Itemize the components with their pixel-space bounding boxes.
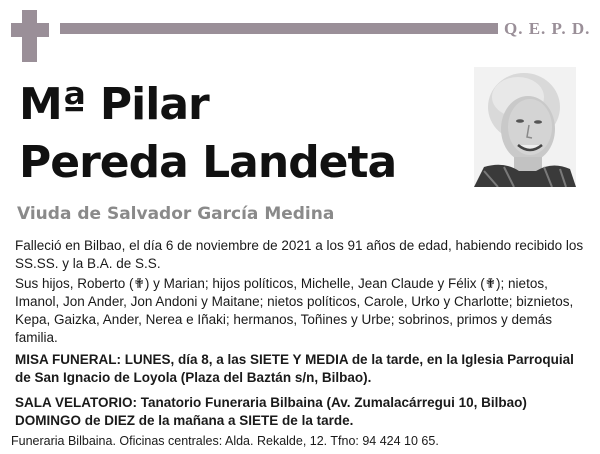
deceased-name-line1: Mª Pilar [19, 79, 209, 130]
cross-icon [11, 10, 49, 62]
wake-room-paragraph: SALA VELATORIO: Tanatorio Funeraria Bilbaina (Av. Zumalacárregui 10, Bilbao) DOMINGO de DIEZ de la mañana a SIETE de la tarde. [15, 395, 527, 428]
family-paragraph: Sus hijos, Roberto (✟) y Marian; hijos políticos, Michelle, Jean Claude y Félix (✟); nietos, Imanol, Jon Ander, Jon Andoni y Maitane; nietos políticos, Carole, Urko y Charlotte; biznietos, Kepa, Gaizka, Ander, Nerea e Iñaki; hermanos, Toñines y Urbe; sobrinos, primos y demás familia. [15, 276, 574, 345]
deceased-name-line2: Pereda Landeta [19, 137, 397, 188]
funeral-home-footer: Funeraria Bilbaina. Oficinas centrales: Alda. Rekalde, 12. Tfno: 94 424 10 65. [11, 434, 439, 448]
header-rule [60, 23, 498, 34]
widow-of-subtitle: Viuda de Salvador García Medina [17, 204, 335, 224]
qepd-label: Q. E. P. D. [504, 19, 591, 38]
funeral-mass-paragraph: MISA FUNERAL: LUNES, día 8, a las SIETE Y MEDIA de la tarde, en la Iglesia Parroquial de San Ignacio de Loyola (Plaza del Baztán s/n, Bilbao). [15, 352, 574, 385]
death-notice-paragraph: Falleció en Bilbao, el día 6 de noviembre de 2021 a los 91 años de edad, habiendo recibido los SS.SS. y la B.A. de S.S. [15, 238, 584, 271]
deceased-portrait-photo [474, 67, 576, 187]
obituary-header [0, 0, 600, 64]
